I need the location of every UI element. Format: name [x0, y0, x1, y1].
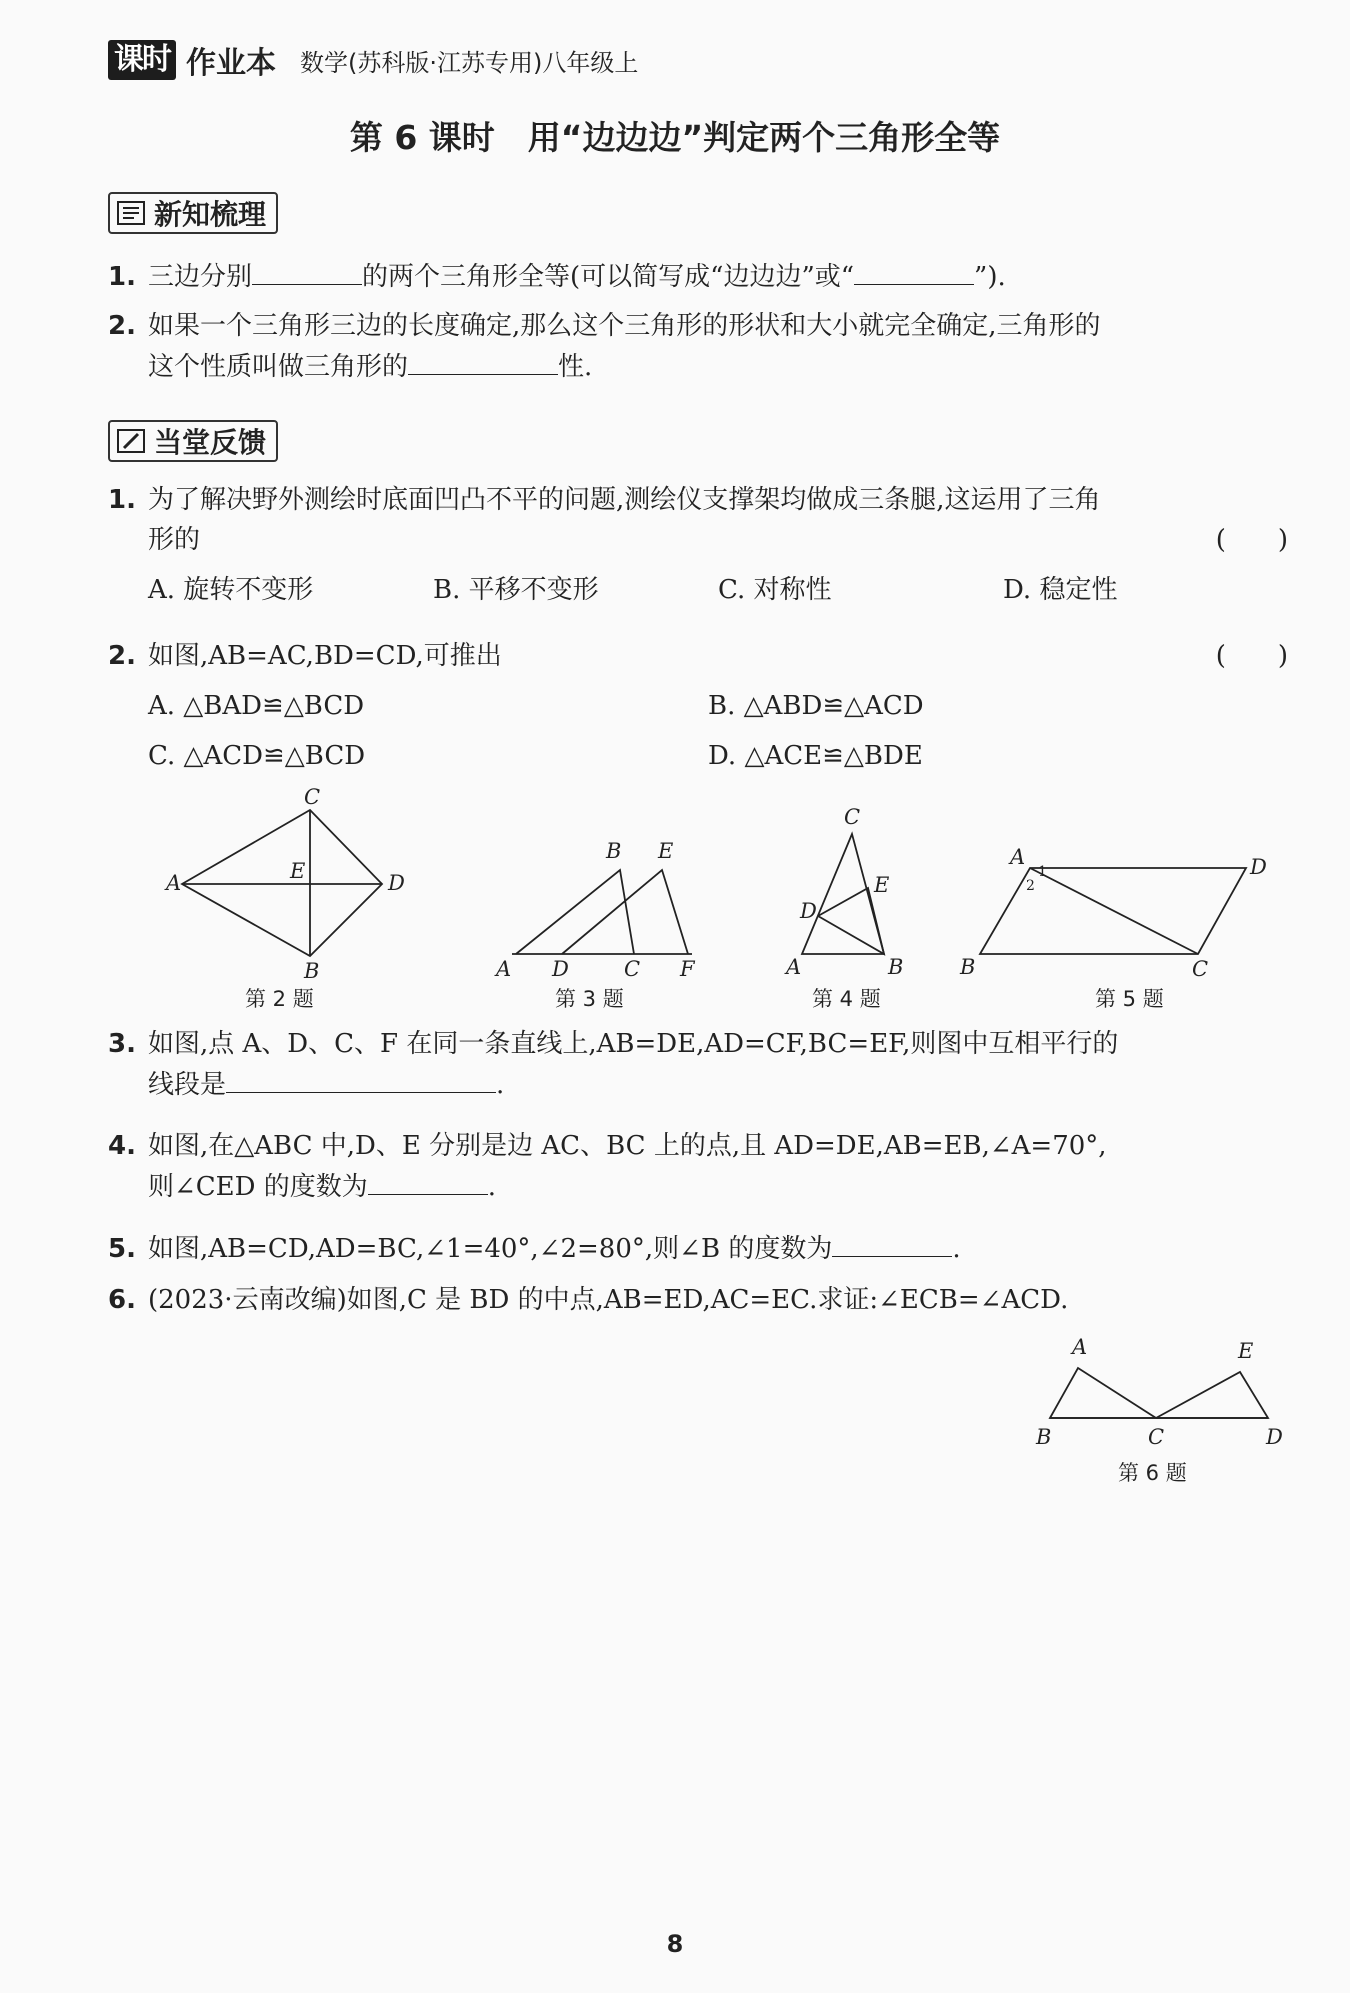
lesson-title: 第 6 课时 用“边边边”判定两个三角形全等 [349, 118, 1001, 157]
fig6-label-b: B [1036, 1425, 1052, 1449]
option-c[interactable]: C. 对称性 [718, 575, 832, 605]
answer-blank[interactable] [408, 346, 558, 375]
fig2-caption: 第 2 题 [245, 987, 314, 1011]
question-number: 2. [108, 311, 136, 341]
fig6-label-c: C [1148, 1425, 1165, 1449]
option-a[interactable]: A. 旋转不变形 [148, 575, 314, 605]
question-number: 1. [108, 262, 136, 292]
fig6-label-a: A [1072, 1335, 1088, 1359]
fig6-label-e: E [1238, 1339, 1254, 1363]
question-text: (2023·云南改编)如图,C 是 BD 的中点,AB=ED,AC=EC.求证:∠ECB=∠ACD. [148, 1285, 1069, 1315]
question-text: 则∠CED 的度数为 [148, 1172, 368, 1202]
feedback-q4 [108, 1126, 1288, 1207]
section-new-knowledge [108, 192, 278, 234]
fig2-label-c: C [304, 788, 321, 809]
question-number: 5. [108, 1234, 136, 1264]
answer-blank[interactable] [854, 256, 974, 285]
figure-5 [959, 845, 1267, 1011]
question-text: 为了解决野外测绘时底面凹凸不平的问题,测绘仪支撑架均做成三条腿,这运用了三角 [148, 485, 1101, 515]
fig4-label-d: D [800, 899, 817, 923]
question-text: 如图,AB=AC,BD=CD,可推出 [148, 641, 502, 671]
question-number: 2. [108, 641, 136, 671]
fig4-label-c: C [844, 805, 861, 829]
fig5-label-c: C [1192, 957, 1209, 981]
fig2-label-b: B [304, 959, 320, 983]
question-text: 这个性质叫做三角形的 [148, 352, 409, 382]
fig3-label-d: D [552, 957, 569, 981]
answer-paren[interactable]: ( ) [1215, 641, 1288, 671]
fig3-label-f: F [680, 957, 695, 981]
feedback-q3 [108, 1024, 1288, 1105]
answer-blank[interactable] [252, 256, 362, 285]
fig3-label-a: A [496, 957, 512, 981]
fig4-label-a: A [786, 955, 802, 979]
figure-2 [164, 788, 405, 1011]
brand-name: 作业本 [186, 46, 276, 81]
option-d[interactable]: D. 稳定性 [1003, 575, 1118, 605]
option-d[interactable]: D. △ACE≌△BDE [708, 741, 923, 771]
question-number: 3. [108, 1029, 136, 1059]
book-subtitle: 数学(苏科版·江苏专用)八年级上 [300, 48, 639, 77]
brand-logo: 课时 [108, 40, 176, 80]
answer-blank[interactable] [368, 1166, 488, 1195]
option-c[interactable]: C. △ACD≌△BCD [148, 741, 366, 771]
fig3-label-b: B [606, 839, 622, 863]
question-text: . [952, 1234, 961, 1264]
fig5-label-d: D [1250, 855, 1267, 879]
feedback-q1 [108, 480, 1288, 610]
figure-6 [1020, 1330, 1300, 1510]
fig3-label-c: C [624, 957, 641, 981]
fig5-label-a: A [1010, 845, 1026, 869]
knowledge-q1 [108, 256, 1288, 297]
question-number: 4. [108, 1131, 136, 1161]
pencil-icon [116, 427, 146, 455]
question-text: 如图,在△ABC 中,D、E 分别是边 AC、BC 上的点,且 AD=DE,AB=EB,∠A=70°, [148, 1131, 1107, 1161]
section-class-feedback [108, 420, 278, 462]
knowledge-q2 [108, 306, 1288, 387]
fig5-label-b: B [960, 955, 976, 979]
fig5-angle-1: 1 [1038, 864, 1047, 880]
fig6-caption: 第 6 题 [1118, 1461, 1187, 1485]
question-text: 如果一个三角形三边的长度确定,那么这个三角形的形状和大小就完全确定,三角形的 [148, 311, 1101, 341]
option-a[interactable]: A. △BAD≌△BCD [148, 691, 365, 721]
fig4-caption: 第 4 题 [812, 987, 881, 1011]
question-text: 线段是 [148, 1070, 227, 1100]
answer-paren[interactable]: ( ) [1215, 525, 1288, 555]
feedback-q5 [108, 1228, 1288, 1269]
figure-3 [494, 839, 696, 1011]
question-text: . [496, 1070, 505, 1100]
fig4-label-e: E [874, 873, 890, 897]
answer-blank[interactable] [226, 1064, 496, 1093]
header-brand [108, 40, 638, 80]
feedback-q6 [108, 1280, 1288, 1320]
question-text: ”). [974, 262, 1006, 292]
fig5-angle-2: 2 [1026, 878, 1035, 894]
question-text: . [487, 1172, 497, 1202]
page-number: 8 [666, 1930, 684, 1958]
feedback-q2 [108, 636, 1288, 776]
question-number: 1. [108, 485, 136, 515]
fig4-label-b: B [888, 955, 904, 979]
notebook-icon [116, 199, 146, 227]
question-text: 三边分别 [148, 262, 253, 292]
figure-4 [784, 805, 903, 1011]
question-text: 形的 [148, 525, 201, 555]
question-text: 如图,点 A、D、C、F 在同一条直线上,AB=DE,AD=CF,BC=EF,则图中互相平行的 [148, 1029, 1119, 1059]
section-title: 当堂反馈 [154, 426, 267, 459]
fig3-caption: 第 3 题 [555, 987, 624, 1011]
question-number: 6. [108, 1285, 136, 1315]
question-text: 的两个三角形全等(可以简写成“边边边”或“ [362, 262, 855, 292]
figures-row [150, 788, 1310, 1028]
question-text: 性. [558, 352, 593, 382]
answer-blank[interactable] [832, 1228, 952, 1257]
fig2-label-d: D [388, 871, 405, 895]
fig5-caption: 第 5 题 [1095, 987, 1164, 1011]
option-b[interactable]: B. △ABD≌△ACD [708, 691, 924, 721]
option-b[interactable]: B. 平移不变形 [433, 575, 599, 605]
fig3-label-e: E [658, 839, 674, 863]
section-title: 新知梳理 [154, 198, 267, 231]
fig6-label-d: D [1266, 1425, 1283, 1449]
fig2-label-a: A [166, 871, 182, 895]
question-text: 如图,AB=CD,AD=BC,∠1=40°,∠2=80°,则∠B 的度数为 [148, 1234, 833, 1264]
fig2-label-e: E [290, 859, 306, 883]
